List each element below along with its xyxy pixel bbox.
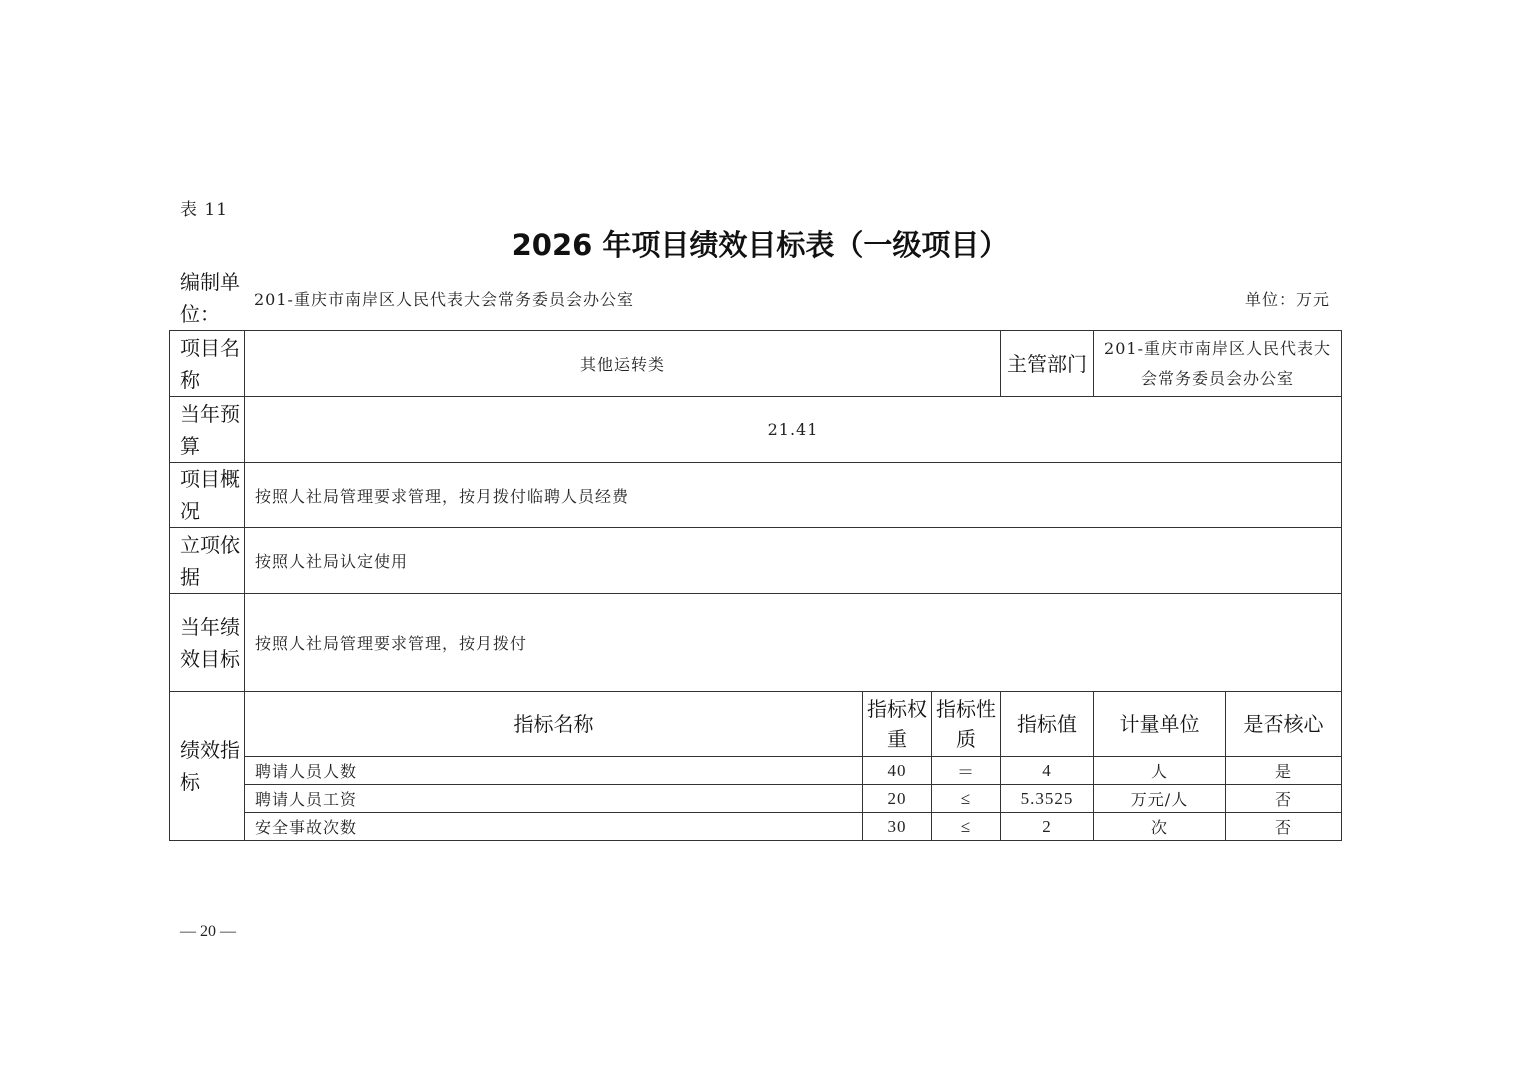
project-name-label: 项目名称 — [170, 331, 245, 397]
document-title: 2026 年项目绩效目标表（一级项目） — [511, 228, 1009, 262]
indicator-nature: ≤ — [932, 785, 1001, 813]
overview-value: 按照人社局管理要求管理，按月拨付临聘人员经费 — [245, 463, 1342, 528]
compiling-unit-label: 编制单位： — [180, 270, 240, 326]
indicator-nature: ＝ — [932, 757, 1001, 785]
money-unit: 单位：万元 — [1244, 290, 1330, 309]
header-unit: 计量单位 — [1094, 692, 1226, 757]
page-number: — 20 — — [180, 923, 236, 940]
indicator-name: 安全事故次数 — [245, 813, 863, 841]
basis-label: 立项依据 — [170, 528, 245, 594]
compiling-unit-value: 201-重庆市南岸区人民代表大会常务委员会办公室 — [254, 290, 634, 309]
header-core: 是否核心 — [1226, 692, 1342, 757]
indicator-value: 5.3525 — [1001, 785, 1094, 813]
basis-row — [170, 528, 1342, 594]
indicator-weight: 20 — [863, 785, 932, 813]
indicator-row — [170, 785, 1342, 813]
budget-label: 当年预算 — [170, 397, 245, 463]
indicator-name: 聘请人员工资 — [245, 785, 863, 813]
indicator-weight: 30 — [863, 813, 932, 841]
indicator-unit: 人 — [1094, 757, 1226, 785]
overview-row — [170, 463, 1342, 528]
header-indicator-weight: 指标权重 — [863, 692, 932, 757]
indicator-row — [170, 813, 1342, 841]
goal-row — [170, 594, 1342, 692]
indicator-row — [170, 757, 1342, 785]
budget-value: 21.41 — [245, 397, 1342, 463]
performance-target-table — [169, 330, 1342, 841]
indicator-value: 4 — [1001, 757, 1094, 785]
goal-label: 当年绩效目标 — [170, 594, 245, 692]
indicator-unit: 次 — [1094, 813, 1226, 841]
indicator-core: 是 — [1226, 757, 1342, 785]
dept-label: 主管部门 — [1001, 331, 1094, 397]
table-number: 表 11 — [180, 200, 229, 220]
indicator-core: 否 — [1226, 813, 1342, 841]
header-indicator-value: 指标值 — [1001, 692, 1094, 757]
indicator-nature: ≤ — [932, 813, 1001, 841]
indicator-name: 聘请人员人数 — [245, 757, 863, 785]
indicator-header-row — [170, 692, 1342, 757]
overview-label: 项目概况 — [170, 463, 245, 528]
indicator-unit: 万元/人 — [1094, 785, 1226, 813]
indicator-value: 2 — [1001, 813, 1094, 841]
project-name-row — [170, 331, 1342, 397]
header-indicator-nature: 指标性质 — [932, 692, 1001, 757]
indicator-weight: 40 — [863, 757, 932, 785]
budget-row — [170, 397, 1342, 463]
dept-value: 201-重庆市南岸区人民代表大会常务委员会办公室 — [1094, 331, 1342, 397]
basis-value: 按照人社局认定使用 — [245, 528, 1342, 594]
project-name-value: 其他运转类 — [245, 331, 1001, 397]
header-indicator-name: 指标名称 — [245, 692, 863, 757]
indicator-core: 否 — [1226, 785, 1342, 813]
goal-value: 按照人社局管理要求管理，按月拨付 — [245, 594, 1342, 692]
indicators-section-label: 绩效指标 — [170, 692, 245, 841]
